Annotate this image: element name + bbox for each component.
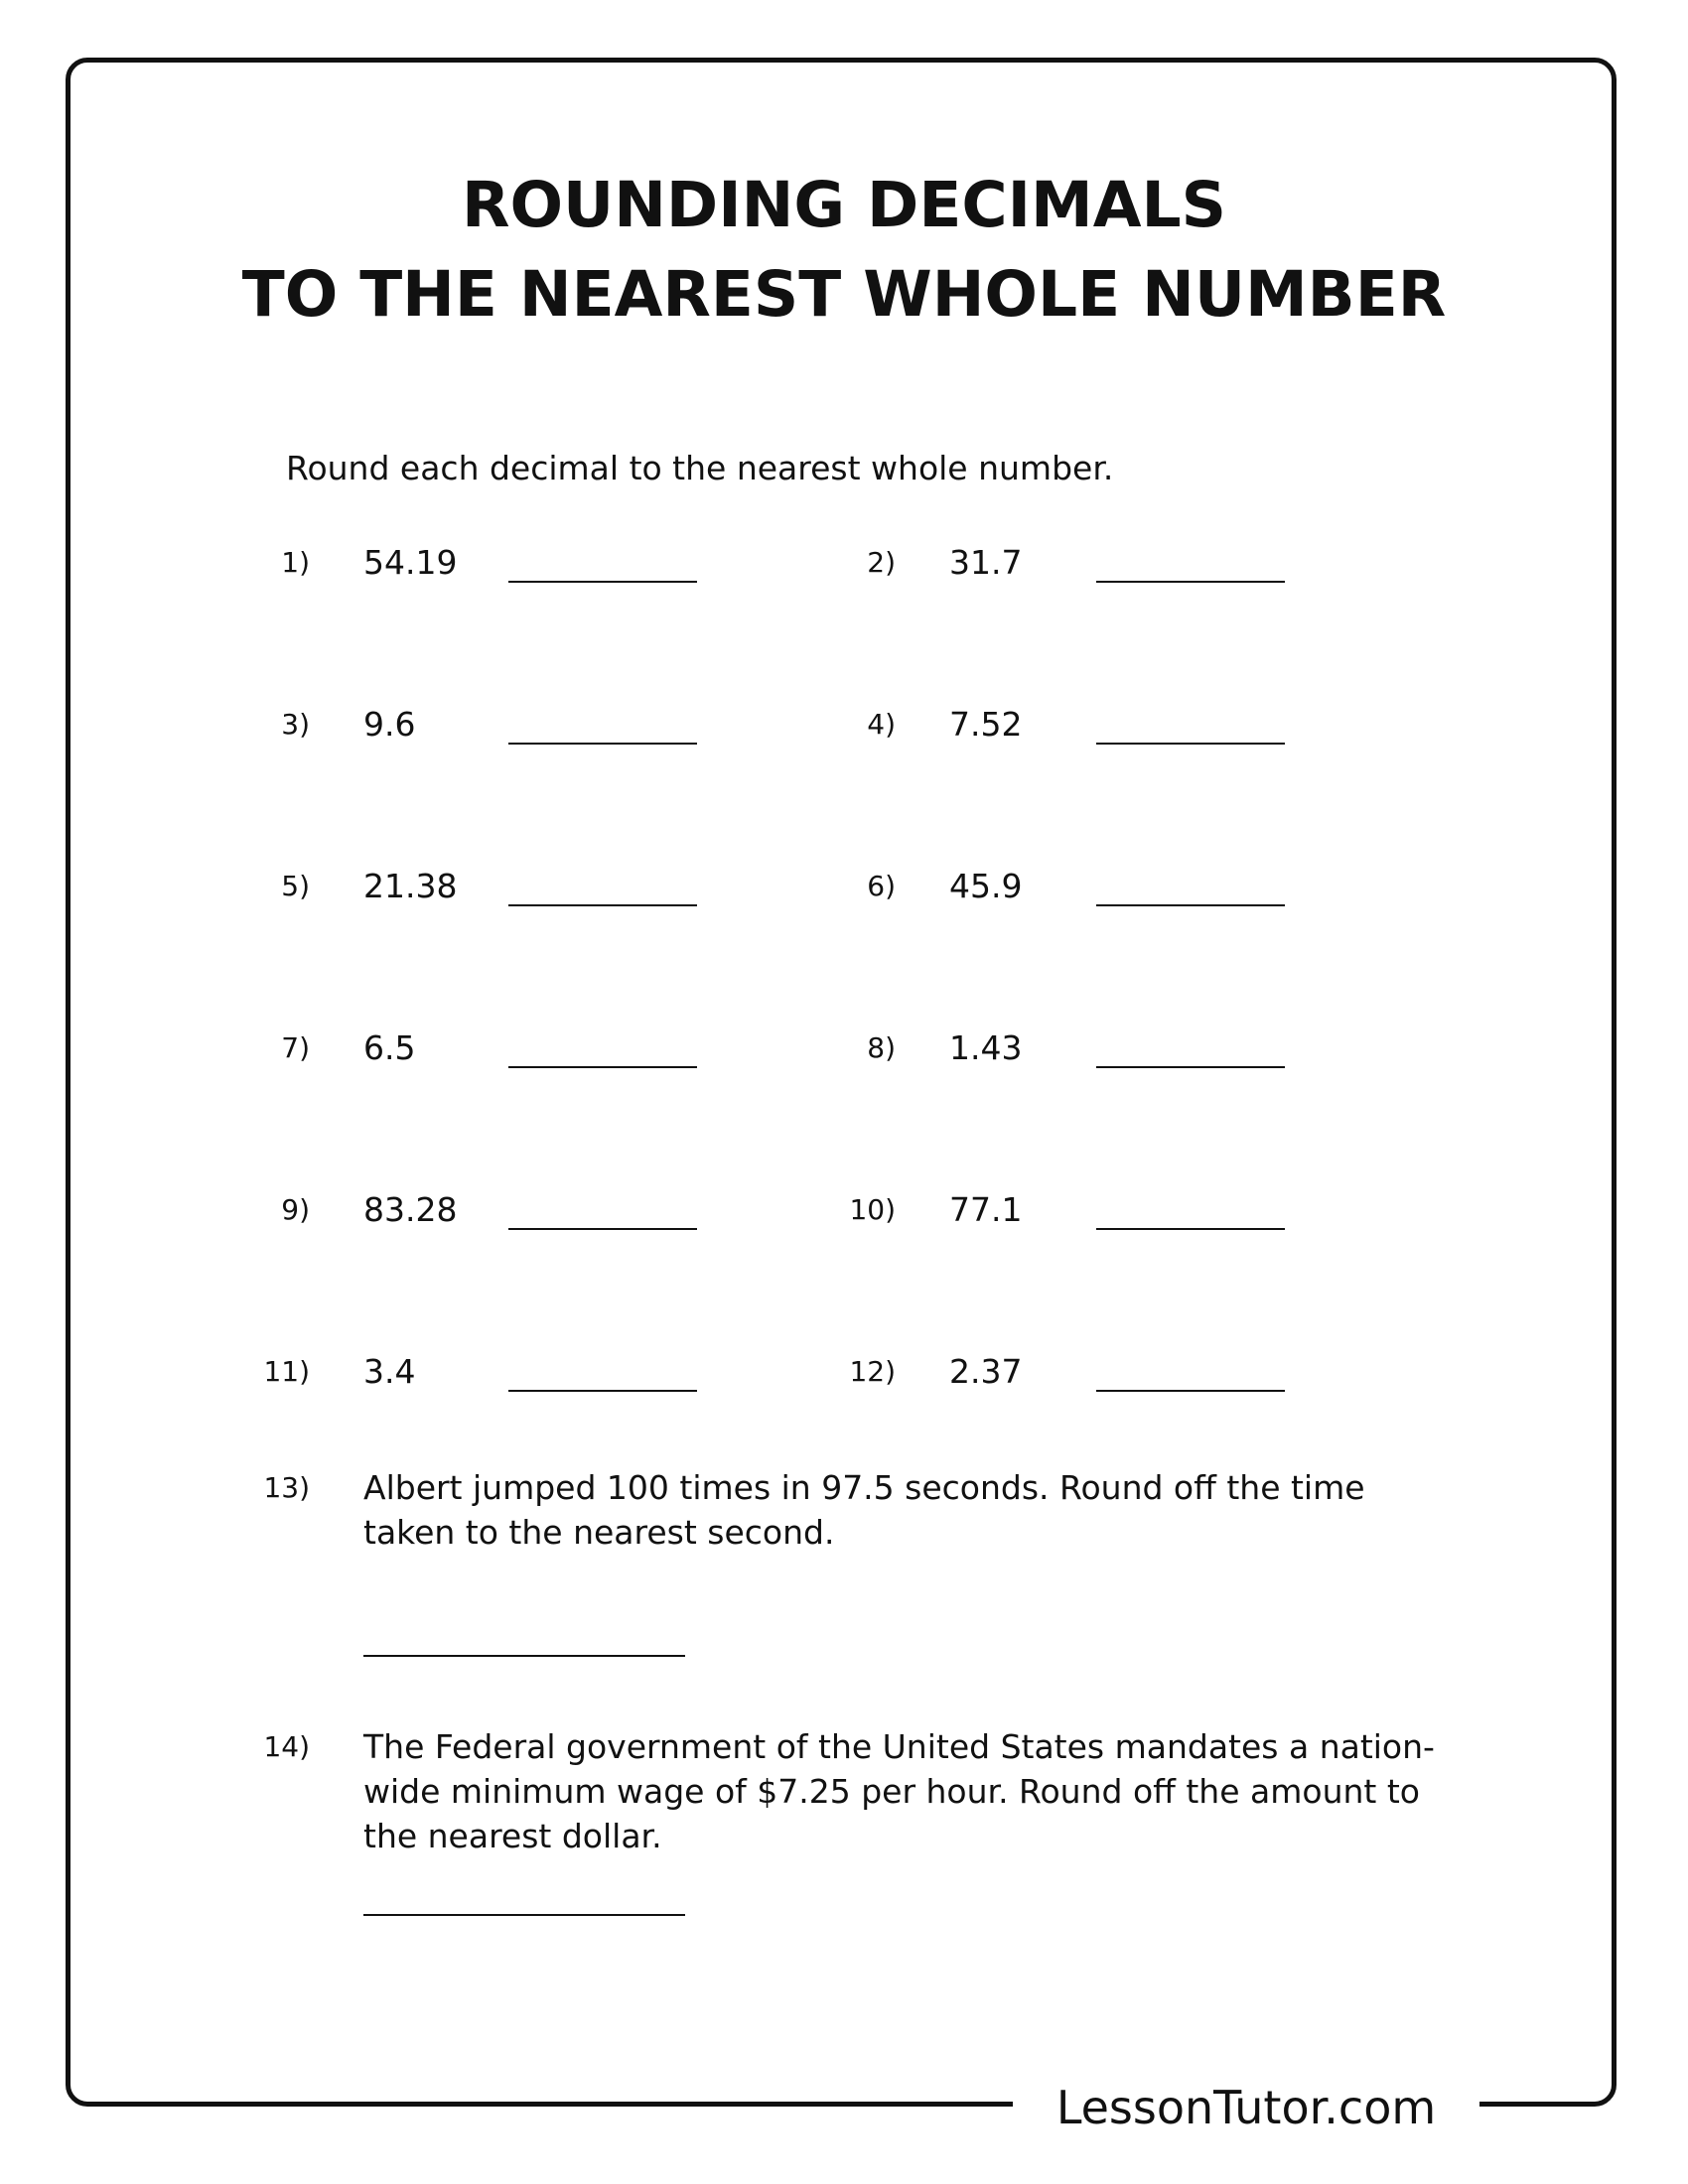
title-line-2: TO THE NEAREST WHOLE NUMBER (241, 258, 1447, 331)
problem-number: 11) (263, 1355, 310, 1388)
problem-value: 7.52 (949, 705, 1023, 744)
answer-line[interactable] (508, 743, 697, 745)
problem-value: 3.4 (363, 1352, 416, 1391)
answer-line[interactable] (363, 1655, 685, 1657)
answer-line[interactable] (1096, 904, 1285, 906)
answer-line[interactable] (508, 1390, 697, 1392)
title-line-1: ROUNDING DECIMALS (461, 169, 1227, 241)
answer-line[interactable] (1096, 1390, 1285, 1392)
word-problem-text: The Federal government of the United States mandates a nation-wide minimum wage of $7.25 per hour. Round off the amount to the nearest dollar. (363, 1727, 1435, 1855)
problem-value: 1.43 (949, 1028, 1023, 1067)
answer-line[interactable] (508, 581, 697, 583)
answer-line[interactable] (1096, 581, 1285, 583)
problem-number: 3) (281, 708, 310, 741)
problem-value: 6.5 (363, 1028, 416, 1067)
answer-line[interactable] (508, 1066, 697, 1068)
answer-line[interactable] (508, 904, 697, 906)
answer-line[interactable] (1096, 1228, 1285, 1230)
word-problem-text: Albert jumped 100 times in 97.5 seconds. Round off the time taken to the nearest second. (363, 1468, 1365, 1552)
answer-line[interactable] (1096, 1066, 1285, 1068)
problem-number: 1) (281, 546, 310, 579)
footer-brand: LessonTutor.com (1013, 2078, 1479, 2137)
problem-value: 77.1 (949, 1190, 1023, 1229)
problem-number: 13) (263, 1471, 310, 1504)
problem-number: 6) (867, 870, 896, 902)
problem-value: 31.7 (949, 543, 1023, 582)
problem-number: 9) (281, 1193, 310, 1226)
problem-value: 45.9 (949, 867, 1023, 905)
problem-value: 83.28 (363, 1190, 458, 1229)
problem-number: 2) (867, 546, 896, 579)
answer-line[interactable] (363, 1914, 685, 1916)
problem-value: 21.38 (363, 867, 458, 905)
instructions: Round each decimal to the nearest whole number. (286, 449, 1114, 487)
problem-number: 4) (867, 708, 896, 741)
problem-number: 10) (849, 1193, 896, 1226)
problem-value: 9.6 (363, 705, 416, 744)
problem-value: 2.37 (949, 1352, 1023, 1391)
problem-number: 5) (281, 870, 310, 902)
problem-number: 12) (849, 1355, 896, 1388)
answer-line[interactable] (1096, 743, 1285, 745)
problem-number: 14) (263, 1730, 310, 1763)
problem-number: 7) (281, 1031, 310, 1064)
answer-line[interactable] (508, 1228, 697, 1230)
problem-value: 54.19 (363, 543, 458, 582)
problem-number: 8) (867, 1031, 896, 1064)
